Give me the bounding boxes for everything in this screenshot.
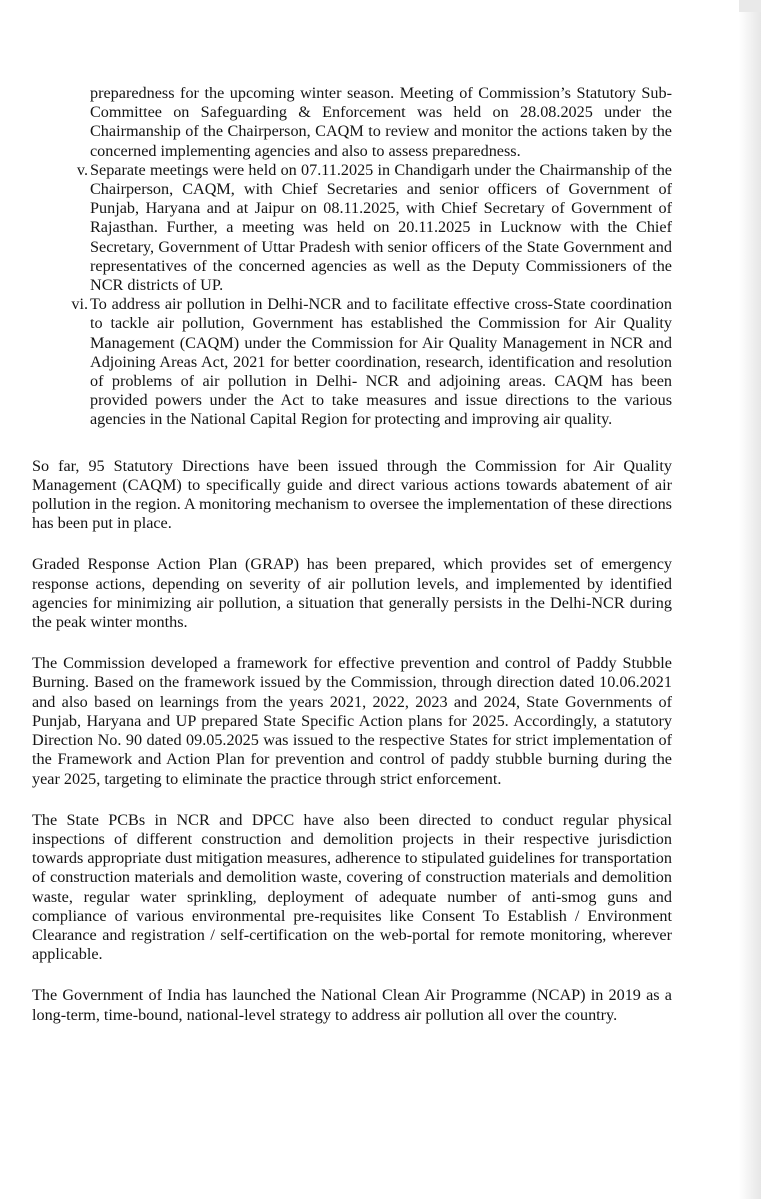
paragraph-grap: Graded Response Action Plan (GRAP) has been prepared, which provides set of emergency response actions, depending on severity of air pollution levels, and implemented by identified agencies for minimizing air pollution, a situation that generally persists in the Delhi-NCR during the peak winter months.	[32, 555, 672, 632]
list-item-v	[76, 160, 672, 295]
paragraph-stubble-burning: The Commission developed a framework for effective prevention and control of Paddy Stubble Burning. Based on the framework issued by the Commission, through direction dated 10.06.2021 and also based on learnings from the years 2021, 2022, 2023 and 2024, State Governments of Punjab, Haryana and UP prepared State Specific Action plans for 2025. Accordingly, a statutory Direction No. 90 dated 09.05.2025 was issued to the respective States for strict implementation of the Framework and Action Plan for prevention and control of paddy stubble burning during the year 2025, targeting to eliminate the practice through strict enforcement.	[32, 654, 672, 788]
page-corner	[739, 0, 761, 12]
list-item-text: To address air pollution in Delhi-NCR and to facilitate effective cross-State coordination to tackle air pollution, Government has established the Commission for Air Quality Management (CAQM) under the Commission for Air Quality Management in NCR and Adjoining Areas Act, 2021 for better coordination, research, identification and resolution of problems of air pollution in Delhi- NCR and adjoining areas. CAQM has been provided powers under the Act to take measures and issue directions to the various agencies in the National Capital Region for protecting and improving air quality.	[90, 295, 672, 429]
document-body	[32, 84, 672, 1025]
list-marker: vi.	[71, 295, 88, 314]
list-item-continuation: preparedness for the upcoming winter season. Meeting of Commission’s Statutory Sub-Committee on Safeguarding & Enforcement was held on 28.08.2025 under the Chairmanship of the Chairperson, CAQM to review and monitor the actions taken by the concerned implementing agencies and also to assess preparedness.	[90, 84, 672, 160]
list-marker: v.	[76, 160, 88, 179]
paragraph-construction-dust: The State PCBs in NCR and DPCC have also been directed to conduct regular physical inspections of different construction and demolition projects in their respective jurisdiction towards appropriate dust mitigation measures, adherence to stipulated guidelines for transportation of construction materials and demolition waste, covering of construction materials and demolition waste, regular water sprinkling, deployment of adequate number of anti-smog guns and compliance of various environmental pre-requisites like Consent To Establish / Environment Clearance and registration / self-certification on the web-portal for remote monitoring, wherever applicable.	[32, 810, 672, 964]
list-item-vi	[71, 295, 672, 429]
list-item-text: Separate meetings were held on 07.11.2025 in Chandigarh under the Chairmanship of the Chairperson, CAQM, with Chief Secretaries and senior officers of Government of Punjab, Haryana and at Jaipur on 08.11.2025, with Chief Secretary of Government of Rajasthan. Further, a meeting was held on 20.11.2025 in Lucknow with the Chief Secretary, Government of Uttar Pradesh with senior officers of the State Government and representatives of the concerned agencies as well as the Deputy Commissioners of the NCR districts of UP.	[90, 160, 672, 295]
paragraph-statutory-directions: So far, 95 Statutory Directions have been issued through the Commission for Air Quality Management (CAQM) to specifically guide and direct various actions towards abatement of air pollution in the region. A monitoring mechanism to oversee the implementation of these directions has been put in place.	[32, 456, 672, 533]
page-edge-shadow	[739, 0, 761, 1199]
paragraph-ncap: The Government of India has launched the National Clean Air Programme (NCAP) in 2019 as a long-term, time-bound, national-level strategy to address air pollution all over the country.	[32, 986, 672, 1024]
